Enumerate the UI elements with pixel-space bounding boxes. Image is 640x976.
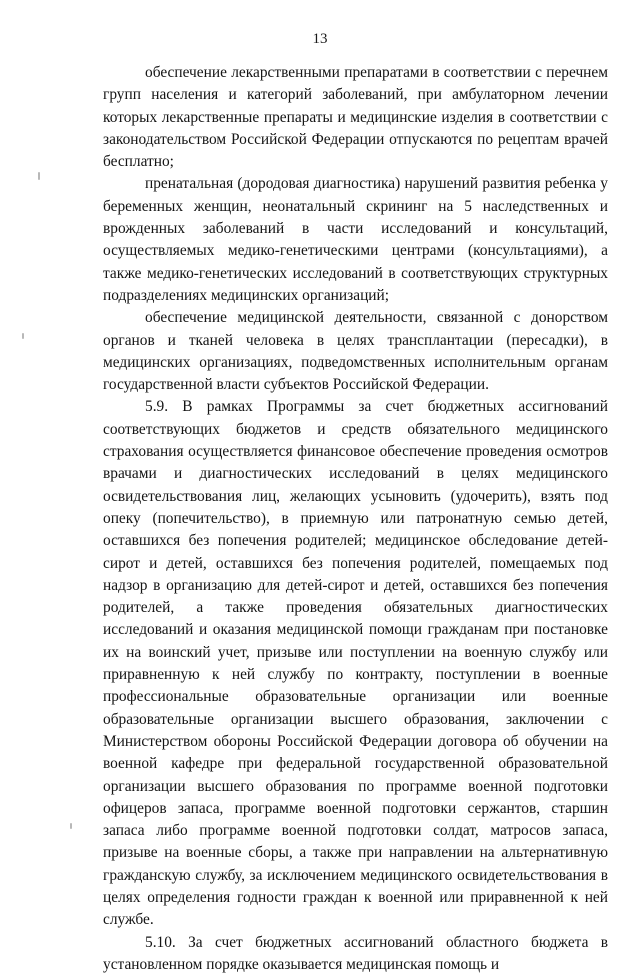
document-body [103, 62, 608, 976]
scan-artifact-mark [22, 333, 24, 339]
page-number: 13 [312, 31, 328, 47]
paragraph-section-5-10: 5.10. За счет бюджетных ассигнований областного бюджета в установленном порядке оказывается медицинская помощь и [103, 933, 608, 973]
scan-artifact-mark [38, 172, 40, 180]
paragraph-section-5-9: 5.9. В рамках Программы за счет бюджетных ассигнований соответствующих бюджетов и средств обязательного медицинского страхования осуществляется финансовое обеспечение проведения осмотров врачами и диагностических исследований в целях медицинского освидетельствования лиц, желающих усыновить (удочерить), взять под опеку (попечительство), в приемную или патронатную семью детей, оставшихся без попечения родителей; медицинское обследование детей-сирот и детей, оставшихся без попечения родителей, помещаемых под надзор в организацию для детей-сирот и детей, оставшихся без попечения родителей, а также проведения обязательных диагностических исследований и оказания медицинской помощи гражданам при постановке их на воинский учет, призыве или поступлении на военную службу или приравненную к ней службу по контракту, поступлении в военные профессиональные образовательные организации или военные образовательные организации высшего образования, заключении с Министерством обороны Российской Федерации договора об обучении на военной кафедре при федеральной государственной образовательной организации высшего образования по программе военной подготовки офицеров запаса, программе военной подготовки сержантов, старшин запаса либо программе военной подготовки солдат, матросов запаса, призыве на военные сборы, а также при направлении на альтернативную гражданскую службу, за исключением медицинского освидетельствования в целях определения годности граждан к военной или приравненной к ней службе. [103, 398, 608, 929]
paragraph-drug-provision: обеспечение лекарственными препаратами в соответствии с перечнем групп населения и категорий заболеваний, при амбулаторном лечении которых лекарственные препараты и медицинские изделия в соответствии с законодательством Российской Федерации отпускаются по рецептам врачей бесплатно; [103, 64, 608, 171]
paragraph-organ-donation: обеспечение медицинской деятельности, связанной с донорством органов и тканей человека в целях трансплантации (пересадки), в медицинских организациях, подведомственных исполнительным органам государственной власти субъектов Российской Федерации. [103, 309, 608, 394]
paragraph-prenatal-diagnostics: пренатальная (дородовая диагностика) нарушений развития ребенка у беременных женщин, неонатальный скрининг на 5 наследственных и врожденных заболеваний в части исследований и консультаций, осуществляемых медико-генетическими центрами (консультациями), а также медико-генетических исследований в соответствующих структурных подразделениях медицинских организаций; [103, 175, 608, 304]
scan-artifact-mark [70, 823, 72, 829]
